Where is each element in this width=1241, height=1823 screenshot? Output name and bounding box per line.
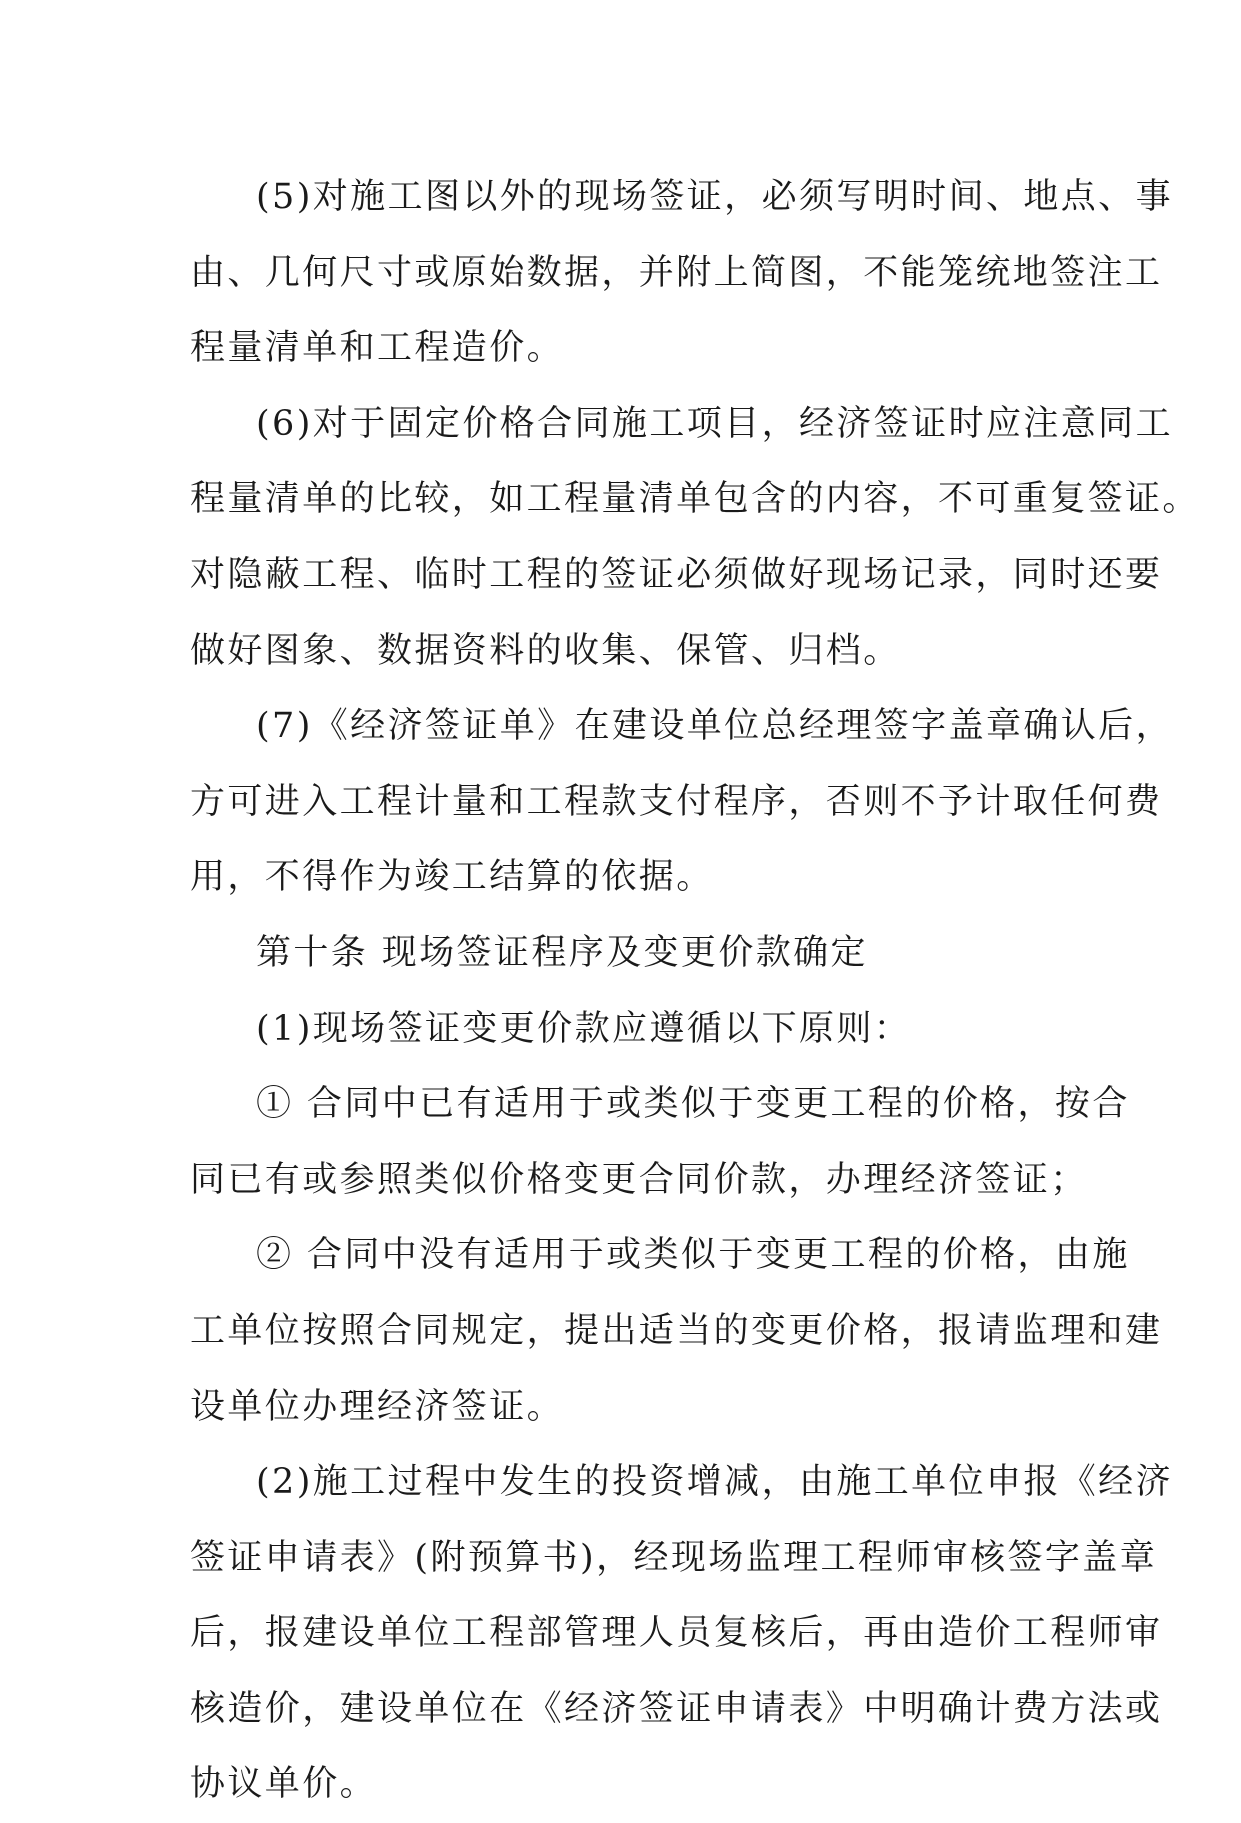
text-line: 签证申请表》(附预算书)，经现场监理工程师审核签字盖章 <box>190 1537 1158 1578</box>
paragraph-item-7 <box>190 689 1173 916</box>
text-line: 工单位按照合同规定，提出适当的变更价格，报请监理和建 <box>190 1310 1163 1351</box>
text-line: 设单位办理经济签证。 <box>190 1386 565 1427</box>
paragraph-item-5 <box>190 160 1173 387</box>
text-line: (7)《经济签证单》在建设单位总经理签字盖章确认后， <box>256 706 1173 747</box>
text-line: 后，报建设单位工程部管理人员复核后，再由造价工程师审 <box>190 1613 1163 1654</box>
text-line: 核造价，建设单位在《经济签证申请表》中明确计费方法或 <box>190 1688 1163 1729</box>
paragraph-item-6 <box>190 387 1200 689</box>
document-body <box>190 160 1200 1823</box>
principle-item-2 <box>190 1218 1163 1445</box>
text-line: ① 合同中已有适用于或类似于变更工程的价格，按合 <box>256 1084 1130 1125</box>
text-line: 做好图象、数据资料的收集、保管、归档。 <box>190 630 901 671</box>
text-line: 用，不得作为竣工结算的依据。 <box>190 857 714 898</box>
principle-item-1 <box>190 1067 1130 1218</box>
text-line: (6)对于固定价格合同施工项目，经济签证时应注意同工 <box>256 403 1173 444</box>
text-line: 第十条 现场签证程序及变更价款确定 <box>256 932 868 973</box>
text-line: 程量清单和工程造价。 <box>190 328 565 369</box>
text-line: 协议单价。 <box>190 1764 378 1805</box>
text-line: 程量清单的比较，如工程量清单包含的内容，不可重复签证。 <box>190 479 1200 520</box>
paragraph-item-1 <box>190 992 1052 1068</box>
text-line: ② 合同中没有适用于或类似于变更工程的价格，由施 <box>256 1235 1130 1276</box>
text-line: (5)对施工图以外的现场签证，必须写明时间、地点、事 <box>256 177 1173 217</box>
text-line: 由、几何尺寸或原始数据，并附上简图，不能笼统地签注工 <box>190 252 1163 293</box>
article-heading <box>190 916 1052 992</box>
text-line: 方可进入工程计量和工程款支付程序，否则不予计取任何费 <box>190 781 1163 822</box>
text-line: 对隐蔽工程、临时工程的签证必须做好现场记录，同时还要 <box>190 554 1163 595</box>
text-line: (2)施工过程中发生的投资增减，由施工单位申报《经济 <box>256 1462 1173 1503</box>
text-line: (1)现场签证变更价款应遵循以下原则： <box>256 1008 912 1049</box>
text-line: 同已有或参照类似价格变更合同价款，办理经济签证； <box>190 1159 1088 1200</box>
paragraph-item-2 <box>190 1445 1173 1823</box>
